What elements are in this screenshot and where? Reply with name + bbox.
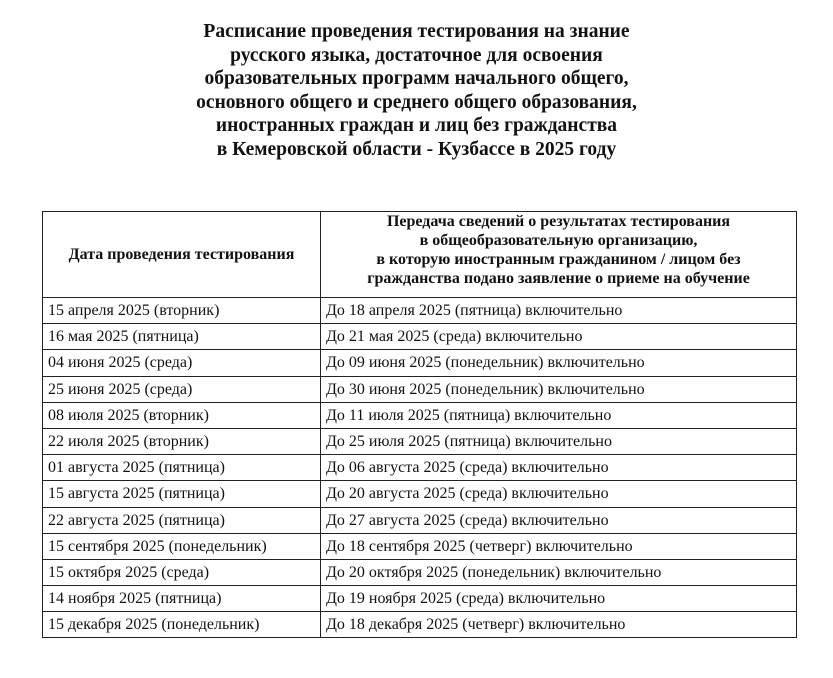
title-line: иностранных граждан и лиц без гражданства — [215, 115, 618, 136]
cell-date: 25 июня 2025 (среда) — [43, 376, 321, 402]
table-row — [43, 350, 797, 376]
title-line: русского языка, достаточное для освоения — [230, 44, 603, 66]
table-row — [43, 376, 797, 402]
cell-date: 01 августа 2025 (пятница) — [43, 455, 321, 481]
header-deadline-line: гражданства подано заявление о приеме на обучение — [367, 270, 750, 287]
cell-date: 14 ноября 2025 (пятница) — [43, 586, 321, 612]
header-deadline-line: в которую иностранным гражданином / лицом без — [376, 251, 741, 268]
cell-deadline: До 18 сентября 2025 (четверг) включительно — [321, 533, 797, 559]
title-line: основного общего и среднего общего образования, — [196, 91, 637, 113]
header-date: Дата проведения тестирования — [43, 212, 321, 298]
table-row — [43, 455, 797, 481]
cell-deadline: До 21 мая 2025 (среда) включительно — [321, 324, 797, 350]
table-row — [43, 559, 797, 585]
cell-deadline: До 06 августа 2025 (среда) включительно — [321, 455, 797, 481]
cell-date: 15 сентября 2025 (понедельник) — [43, 533, 321, 559]
cell-date: 15 октября 2025 (среда) — [43, 559, 321, 585]
cell-deadline: До 19 ноября 2025 (среда) включительно — [321, 586, 797, 612]
table-row — [43, 612, 797, 638]
table-header-row — [43, 212, 797, 298]
title-line: Расписание проведения тестирования на знание — [203, 21, 630, 42]
cell-deadline: До 18 апреля 2025 (пятница) включительно — [321, 298, 797, 324]
cell-date: 22 августа 2025 (пятница) — [43, 507, 321, 533]
cell-date: 15 декабря 2025 (понедельник) — [43, 612, 321, 638]
title-line: образовательных программ начального общего, — [204, 68, 629, 89]
cell-deadline: До 09 июня 2025 (понедельник) включительно — [321, 350, 797, 376]
table-row — [43, 428, 797, 454]
table-row — [43, 402, 797, 428]
cell-date: 16 мая 2025 (пятница) — [43, 324, 321, 350]
header-deadline — [321, 212, 797, 298]
cell-date: 08 июля 2025 (вторник) — [43, 402, 321, 428]
cell-deadline: До 11 июля 2025 (пятница) включительно — [321, 402, 797, 428]
table-row — [43, 324, 797, 350]
schedule-table — [42, 211, 797, 638]
cell-date: 15 августа 2025 (пятница) — [43, 481, 321, 507]
table-row — [43, 481, 797, 507]
cell-date: 04 июня 2025 (среда) — [43, 350, 321, 376]
table-row — [43, 298, 797, 324]
cell-deadline: До 20 августа 2025 (среда) включительно — [321, 481, 797, 507]
cell-date: 15 апреля 2025 (вторник) — [43, 298, 321, 324]
cell-deadline: До 30 июня 2025 (понедельник) включительно — [321, 376, 797, 402]
document-title — [0, 20, 833, 161]
header-deadline-line: Передача сведений о результатах тестирования — [386, 213, 731, 230]
table-row — [43, 507, 797, 533]
table-row — [43, 586, 797, 612]
cell-deadline: До 27 августа 2025 (среда) включительно — [321, 507, 797, 533]
cell-deadline: До 18 декабря 2025 (четверг) включительно — [321, 612, 797, 638]
cell-deadline: До 20 октября 2025 (понедельник) включительно — [321, 559, 797, 585]
header-deadline-line: в общеобразовательную организацию, — [419, 232, 698, 249]
table-row — [43, 533, 797, 559]
cell-date: 22 июля 2025 (вторник) — [43, 428, 321, 454]
title-line: в Кемеровской области - Кузбассе в 2025 году — [216, 138, 617, 160]
cell-deadline: До 25 июля 2025 (пятница) включительно — [321, 428, 797, 454]
